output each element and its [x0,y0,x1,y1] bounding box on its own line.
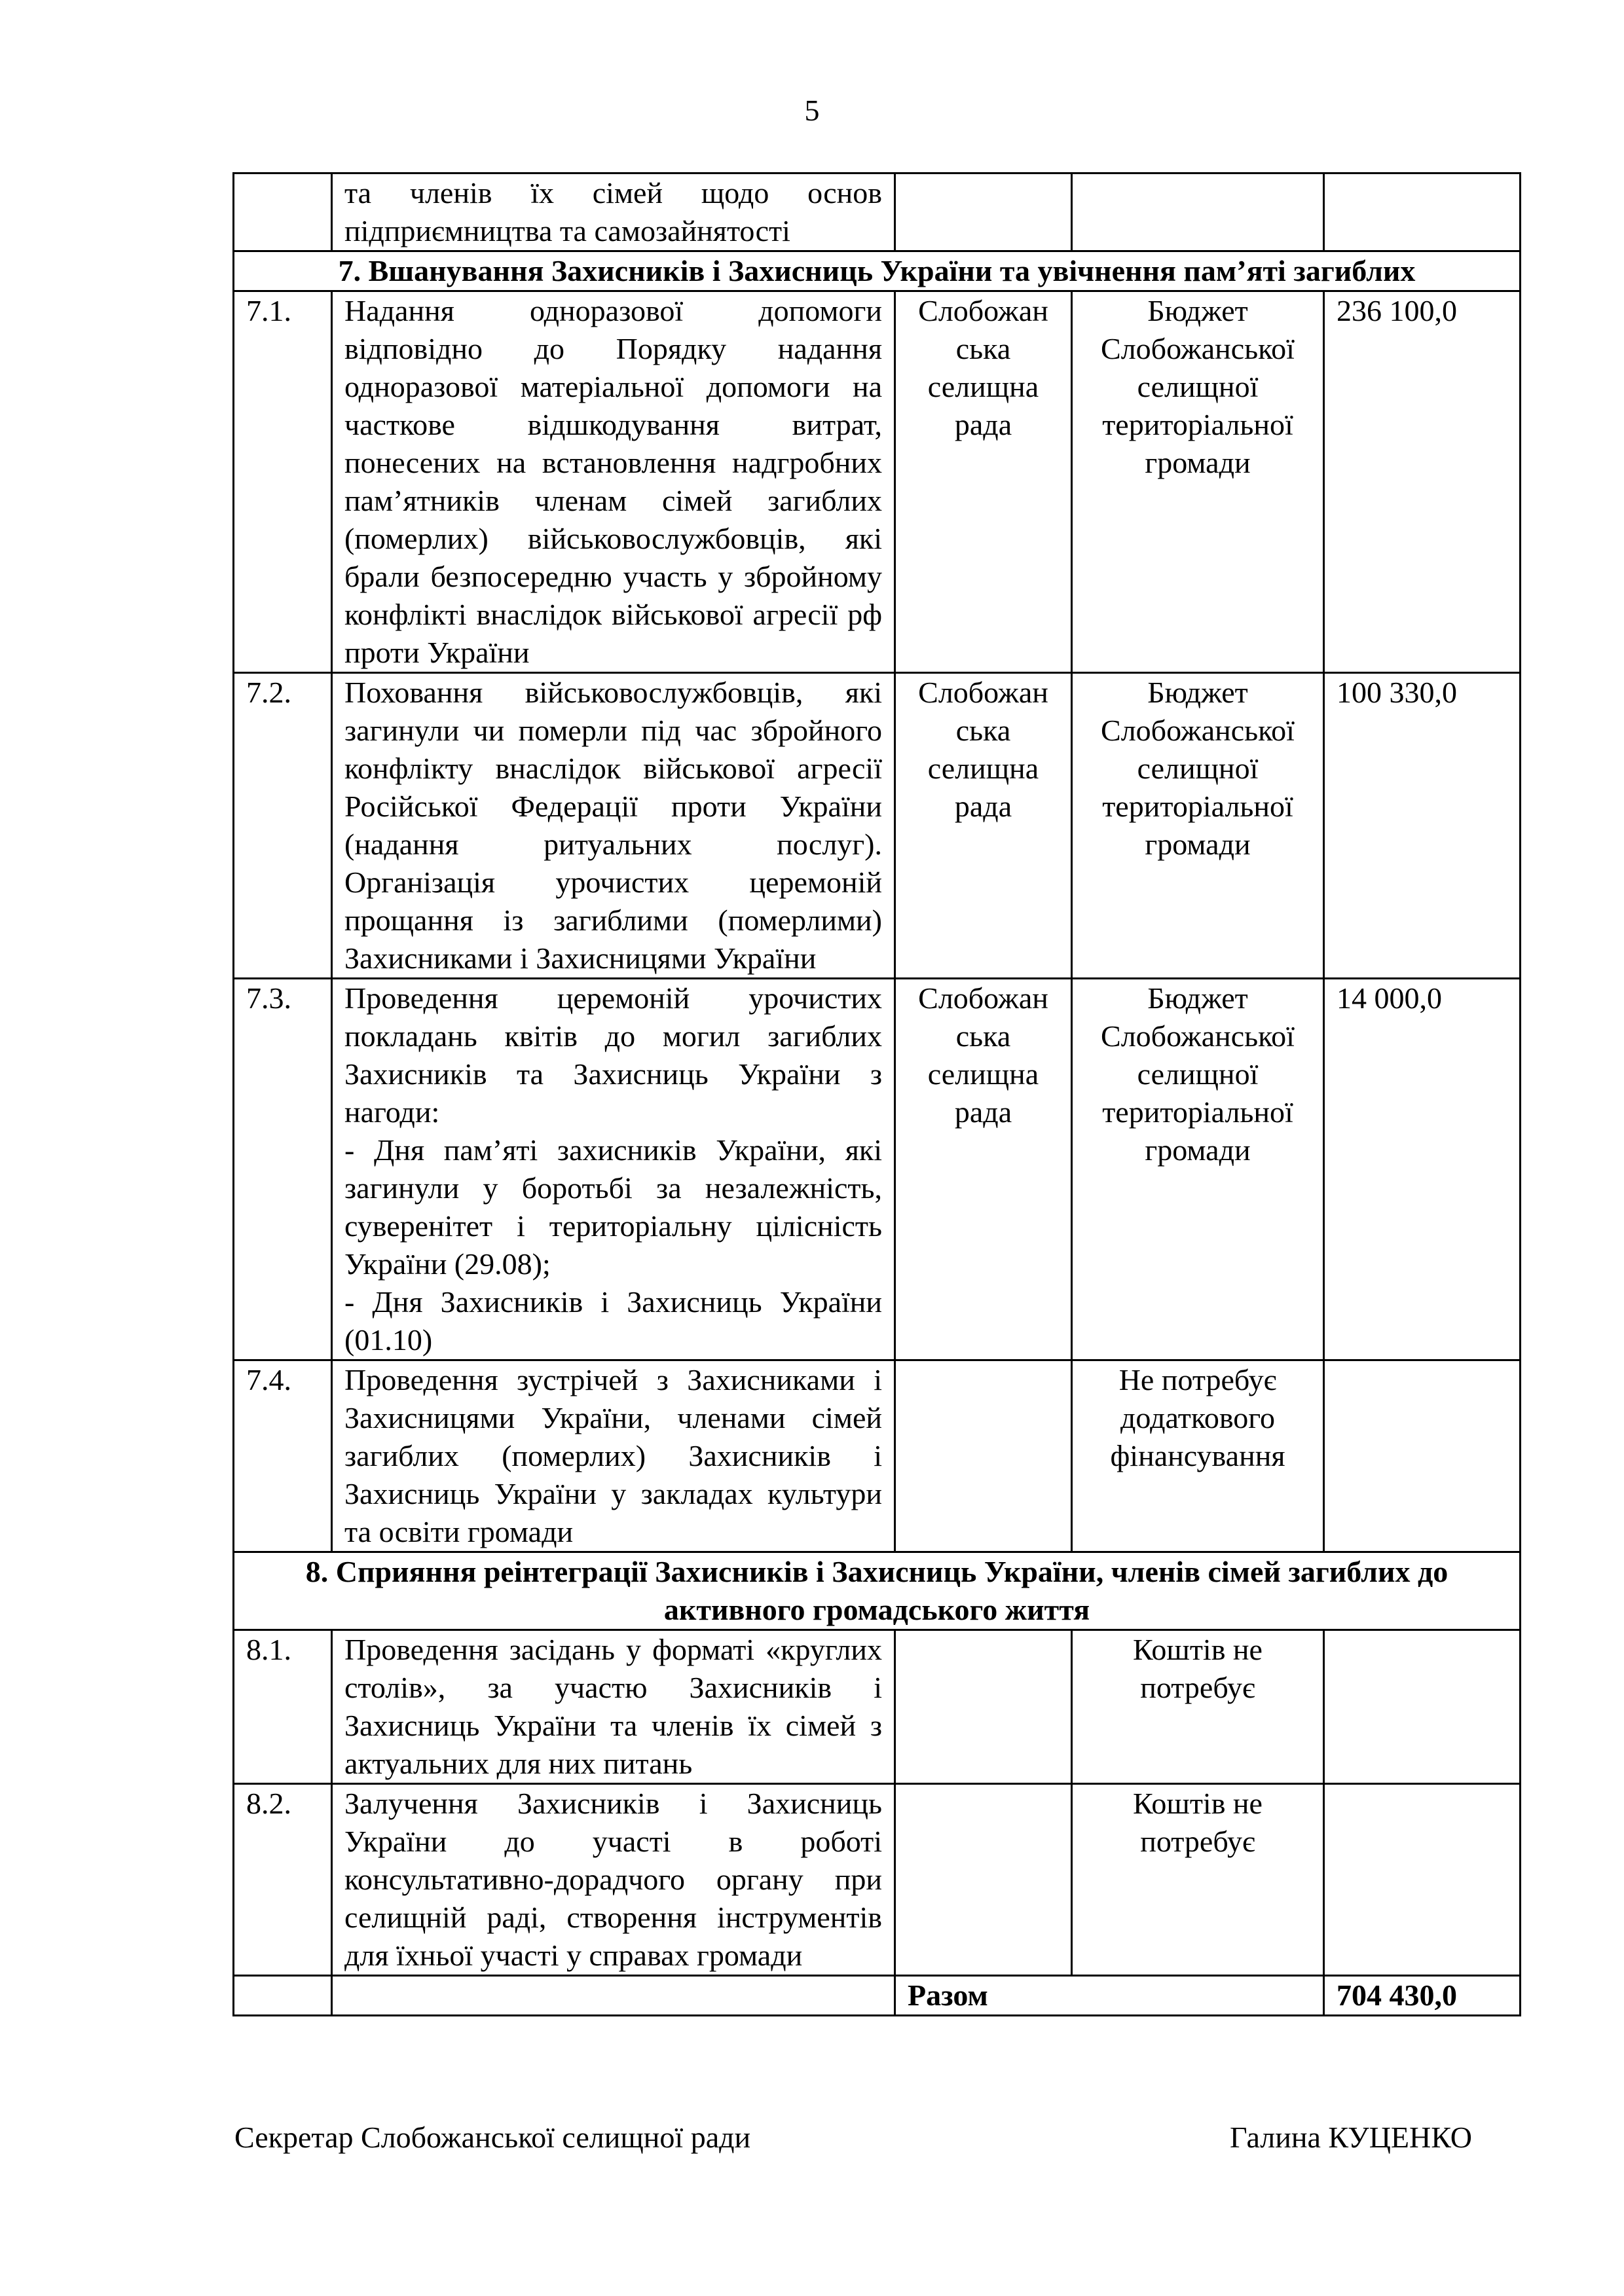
executor-cell [895,1630,1072,1784]
measure-text-line: - Дня пам’яті захисників України, які загинули у боротьбі за незалежність, суверенітет і територіальну цілісність України (29.08); [344,1133,882,1281]
funding-source-cell: Не потребує додаткового фінансування [1072,1360,1324,1552]
table-row [234,291,1521,673]
page-number: 5 [804,94,820,127]
amount-cell: 236 100,0 [1324,291,1521,673]
amount-cell [1324,173,1521,251]
section-header-row [234,1552,1521,1630]
executor-cell: Слобожан ська селищна рада [895,979,1072,1360]
row-number: 7.2. [234,673,332,979]
signature-position: Секретар Слобожанської селищної ради [234,2121,751,2154]
measure-text: та членів їх сімей щодо основ підприємництва та самозайнятості [332,173,895,251]
total-amount: 704 430,0 [1324,1976,1521,2016]
table-row [234,173,1521,251]
executor-cell [895,1360,1072,1552]
amount-cell [1324,1360,1521,1552]
executor-cell [895,173,1072,251]
measure-text-line: Проведення церемоній урочистих покладань квітів до могил загиблих Захисників та Захисниць України з нагоди: [344,981,882,1129]
funding-source-cell: Бюджет Слобожанської селищної територіальної громади [1072,979,1324,1360]
funding-source-cell: Бюджет Слобожанської селищної територіальної громади [1072,291,1324,673]
executor-cell [895,1784,1072,1976]
amount-cell [1324,1784,1521,1976]
row-number: 7.1. [234,291,332,673]
row-number: 8.2. [234,1784,332,1976]
signature-name: Галина КУЦЕНКО [1230,2121,1472,2154]
section-title: 7. Вшанування Захисників і Захисниць України та увічнення пам’яті загиблих [234,251,1521,291]
total-label: Разом [895,1976,1324,2016]
total-row [234,1976,1521,2016]
measure-text [332,1976,895,2016]
amount-cell [1324,1630,1521,1784]
row-number: 7.4. [234,1360,332,1552]
funding-source-cell [1072,173,1324,251]
row-number: 7.3. [234,979,332,1360]
section-title: 8. Сприяння реінтеграції Захисників і Захисниць України, членів сімей загиблих до активного громадського життя [234,1552,1521,1630]
funding-source-cell: Бюджет Слобожанської селищної територіальної громади [1072,673,1324,979]
measure-text: Проведення засідань у форматі «круглих столів», за участю Захисників і Захисниць України та членів їх сімей з актуальних для них питань [332,1630,895,1784]
table-row [234,979,1521,1360]
funding-source-cell: Коштів не потребує [1072,1630,1324,1784]
table-row [234,1784,1521,1976]
row-number [234,173,332,251]
measure-text-line: - Дня Захисників і Захисниць України (01.10) [344,1285,882,1357]
row-number: 8.1. [234,1630,332,1784]
amount-cell: 100 330,0 [1324,673,1521,979]
funding-source-cell: Коштів не потребує [1072,1784,1324,1976]
section-header-row [234,251,1521,291]
measures-table [232,172,1521,2016]
table-row [234,1360,1521,1552]
row-number [234,1976,332,2016]
measure-text: Поховання військовослужбовців, які загинули чи померли під час збройного конфлікту внаслідок військової агресії Російської Федерації проти України (надання ритуальних послуг). Організація урочистих церемоній прощання із загиблими (померлими) Захисниками і Захисницями України [332,673,895,979]
amount-cell: 14 000,0 [1324,979,1521,1360]
measure-text [332,979,895,1360]
measure-text: Проведення зустрічей з Захисниками і Захисницями України, членами сімей загиблих (померлих) Захисників і Захисниць України у закладах культури та освіти громади [332,1360,895,1552]
table-row [234,1630,1521,1784]
measure-text: Надання одноразової допомоги відповідно до Порядку надання одноразової матеріальної допомоги на часткове відшкодування витрат, понесених на встановлення надгробних пам’ятників членам сімей загиблих (померлих) військовослужбовців, які брали безпосередню участь у збройному конфлікті внаслідок військової агресії рф проти України [332,291,895,673]
table-row [234,673,1521,979]
executor-cell: Слобожан ська селищна рада [895,673,1072,979]
measure-text: Залучення Захисників і Захисниць України до участі в роботі консультативно-дорадчого органу при селищній раді, створення інструментів для їхньої участі у справах громади [332,1784,895,1976]
executor-cell: Слобожан ська селищна рада [895,291,1072,673]
